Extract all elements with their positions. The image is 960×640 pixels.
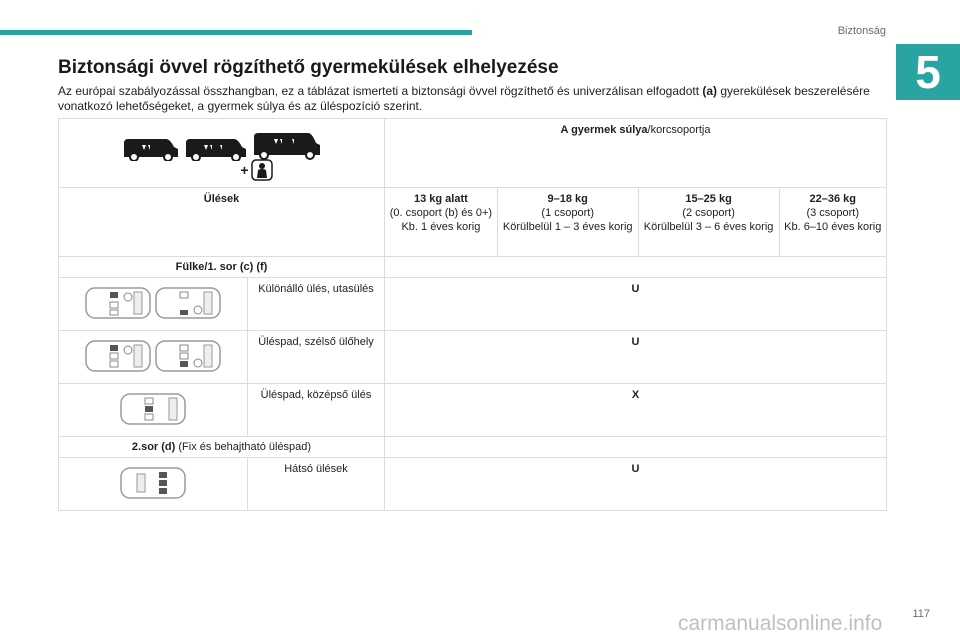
vehicle-icons-cell (59, 119, 385, 188)
group-weight: 13 kg alatt (413, 193, 468, 205)
intro-paragraph (58, 84, 888, 114)
rear-seats-map-icon (119, 464, 187, 502)
plus-icon: + (240, 162, 249, 178)
page-number: 117 (912, 608, 930, 620)
section-empty-2 (385, 437, 887, 458)
bench-middle-map-icon (119, 390, 187, 428)
intro-text-end: gyerekülések beszerelésére vonatkozó lehetőségeket, a gyermek súlya és az üléspozíció szerint. (58, 84, 870, 113)
seat-name: Üléspad, szélső ülőhely (248, 331, 385, 384)
group-weight: 15–25 kg (685, 193, 732, 205)
seat-value: U (385, 331, 887, 384)
seat-map-left-drive-icon (84, 284, 152, 322)
table-row (59, 331, 887, 384)
chapter-badge: 5 (896, 44, 960, 100)
seat-map-right-drive-icon (154, 284, 222, 322)
group-line2: Körülbelül 1 – 3 éves korig (502, 221, 633, 233)
seat-name: Üléspad, középső ülés (248, 384, 385, 437)
section-row-1 (59, 257, 887, 278)
seat-diagrams (62, 335, 244, 375)
table-row (59, 384, 887, 437)
child-seat-icon (251, 159, 273, 181)
table-row (59, 278, 887, 331)
seat-name: Hátsó ülések (248, 458, 385, 511)
group-line1: (0. csoport (b) és 0+) (389, 207, 493, 219)
section2-bold: 2.sor (d) (131, 441, 176, 453)
group-cell-1 (497, 188, 638, 257)
child-seat-mark (132, 159, 381, 181)
weight-header-cell (385, 119, 887, 188)
seat-diagrams (62, 282, 244, 322)
seat-value: U (385, 458, 887, 511)
van-long-icon (252, 131, 322, 161)
section-label-2 (59, 437, 385, 458)
bench-map-left-drive-icon (84, 337, 152, 375)
group-line1: (1 csoport) (541, 207, 594, 219)
group-cell-2 (638, 188, 779, 257)
seat-diagrams (62, 462, 244, 502)
group-line1: (2 csoport) (682, 207, 735, 219)
group-cell-0 (385, 188, 498, 257)
child-seat-table (58, 118, 887, 511)
section-label: Biztonság (837, 25, 886, 37)
section2-rest: (Fix és behajtható üléspad) (175, 441, 312, 453)
seat-value: U (385, 278, 887, 331)
bench-map-right-drive-icon (154, 337, 222, 375)
van-icons (62, 123, 381, 161)
weight-header-bold: A gyermek súlya (560, 124, 648, 136)
top-accent-bar (0, 30, 472, 35)
group-cell-3 (779, 188, 887, 257)
group-line2: Körülbelül 3 – 6 éves korig (643, 221, 774, 233)
weight-header-rest: /korcsoportja (647, 124, 711, 136)
section-row-2 (59, 437, 887, 458)
van-short-icon (122, 135, 180, 161)
section-empty-1 (385, 257, 887, 278)
seat-diagram-cell (59, 331, 248, 384)
group-line2: Kb. 6–10 éves korig (784, 221, 882, 233)
van-medium-icon (184, 135, 248, 161)
seat-name: Különálló ülés, utasülés (248, 278, 385, 331)
seat-diagram-cell (59, 384, 248, 437)
seat-diagrams (62, 388, 244, 428)
section-label-1: Fülke/1. sor (c) (f) (59, 257, 385, 278)
table-row (59, 458, 887, 511)
group-line2: Kb. 1 éves korig (401, 221, 481, 233)
seat-value: X (385, 384, 887, 437)
seats-label: Ülések (59, 188, 385, 257)
seat-diagram-cell (59, 278, 248, 331)
watermark-text: carmanualsonline.info (678, 612, 883, 635)
page-title: Biztonsági övvel rögzíthető gyermekülések elhelyezése (58, 57, 559, 78)
intro-text-start: Az európai szabályozással összhangban, ez a táblázat ismerteti a biztonsági övvel rögzíthető és univerzálisan elfogadott (58, 84, 703, 98)
table-header-row (59, 119, 887, 188)
intro-ref: (a) (702, 84, 718, 98)
group-weight: 9–18 kg (547, 193, 588, 205)
group-line1: (3 csoport) (806, 207, 860, 219)
group-weight: 22–36 kg (809, 193, 856, 205)
weight-groups-row (59, 188, 887, 257)
seat-diagram-cell (59, 458, 248, 511)
